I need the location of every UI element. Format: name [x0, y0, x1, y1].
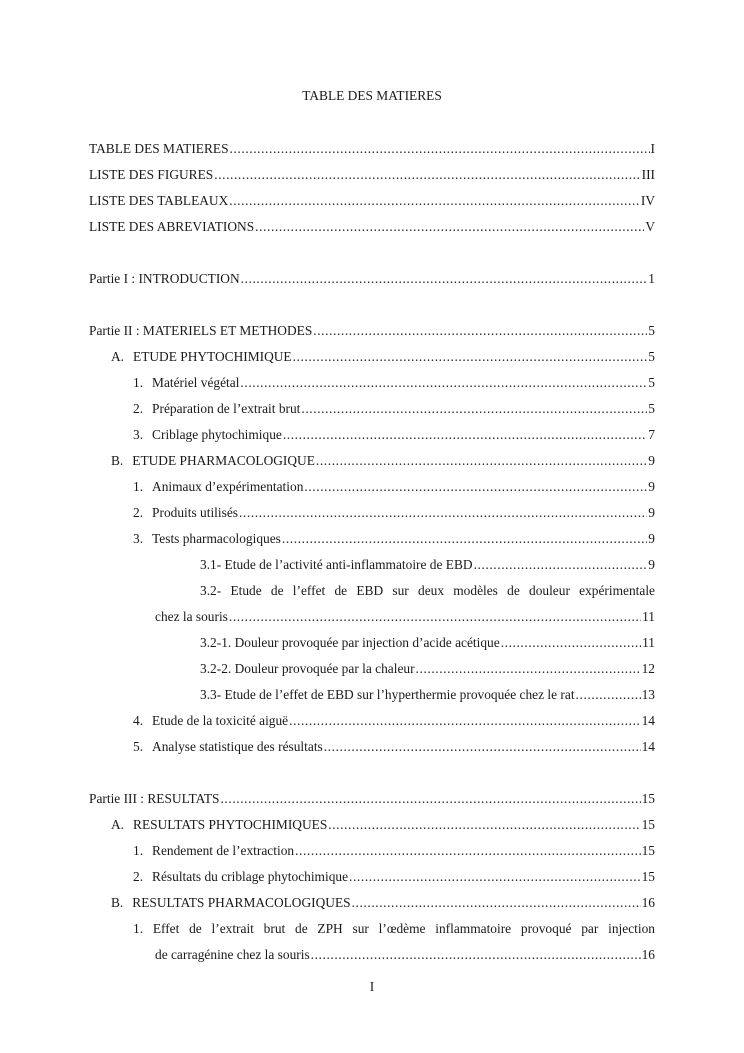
toc-entry[interactable] — [133, 504, 655, 522]
toc-entry[interactable] — [200, 634, 655, 652]
toc-entry-page: 1 — [648, 271, 655, 286]
toc-entry-page: III — [641, 167, 655, 182]
word: sur — [392, 583, 409, 598]
toc-entry-title: LISTE DES ABREVIATIONS — [89, 219, 255, 234]
toc-entry-page: 5 — [648, 375, 655, 390]
dot-leader — [301, 400, 647, 418]
toc-entry-page: 5 — [648, 349, 655, 364]
word: EBD — [356, 583, 384, 598]
page-title: TABLE DES MATIERES — [302, 88, 442, 103]
word: deux — [418, 583, 445, 598]
dot-leader — [295, 842, 641, 860]
toc-entry-title: de carragénine chez la souris — [155, 947, 310, 962]
dot-leader — [289, 712, 640, 730]
toc-entry-page: 15 — [641, 869, 655, 884]
dot-leader — [220, 790, 640, 808]
dot-leader — [239, 504, 647, 522]
toc-entry-number: B. — [111, 453, 124, 468]
toc-entry-title: ETUDE PHYTOCHIMIQUE — [133, 349, 292, 364]
toc-entry-title: TABLE DES MATIERES — [89, 141, 229, 156]
word: l’extrait — [211, 921, 254, 936]
toc-entry-page: 11 — [642, 609, 655, 624]
toc-entry-title: Produits utilisés — [152, 505, 238, 520]
toc-entry[interactable] — [200, 556, 655, 574]
word: de — [295, 921, 308, 936]
toc-entry[interactable] — [133, 530, 655, 548]
toc-entry[interactable] — [133, 426, 655, 444]
toc-entry-number: 2. — [133, 401, 144, 416]
dot-leader — [293, 348, 648, 366]
toc-entry-page: 9 — [648, 453, 655, 468]
word: brut — [263, 921, 286, 936]
toc-entry[interactable] — [89, 790, 655, 808]
dot-leader — [324, 738, 641, 756]
toc-entry-title: LISTE DES FIGURES — [89, 167, 214, 182]
dot-leader — [304, 478, 647, 496]
toc-entry-number: 2. — [133, 869, 144, 884]
toc-entry[interactable] — [111, 816, 655, 834]
toc-entry-title: RESULTATS PHARMACOLOGIQUES — [132, 895, 351, 910]
toc-entry-title: 3.3- Etude de l’effet de EBD sur l’hyperthermie provoquée chez le rat — [200, 687, 575, 702]
word: de — [507, 583, 520, 598]
toc-entry-title: Partie I : INTRODUCTION — [89, 271, 240, 286]
dot-leader — [316, 452, 647, 470]
dot-leader — [474, 556, 648, 574]
toc-entry[interactable] — [155, 946, 655, 964]
dot-leader — [229, 608, 641, 626]
dot-leader — [282, 530, 647, 548]
dot-leader — [283, 426, 647, 444]
dot-leader — [240, 374, 647, 392]
toc-entry[interactable] — [133, 738, 655, 756]
toc-entry[interactable] — [133, 374, 655, 392]
dot-leader — [230, 140, 650, 158]
toc-entry-justified-line[interactable] — [200, 582, 655, 600]
toc-entry-number: 5. — [133, 739, 144, 754]
toc-entry-page: 9 — [648, 479, 655, 494]
word: 3.2- — [200, 583, 222, 598]
dot-leader — [313, 322, 647, 340]
toc-entry-page: 15 — [641, 817, 655, 832]
toc-entry-number: 1. — [133, 375, 144, 390]
dot-leader — [214, 166, 640, 184]
word: de — [334, 583, 348, 598]
dot-leader — [576, 686, 641, 704]
toc-entry[interactable] — [200, 660, 655, 678]
dot-leader — [501, 634, 641, 652]
toc-entry-page: 7 — [648, 427, 655, 442]
dot-leader — [328, 816, 640, 834]
toc-entry-title: 3.2-1. Douleur provoquée par injection d’acide acétique — [200, 635, 500, 650]
toc-entry-page: IV — [640, 193, 655, 208]
word: modèles — [453, 583, 498, 598]
toc-entry[interactable] — [89, 140, 655, 158]
toc-entry-number: 1. — [133, 843, 144, 858]
toc-entry-title: chez la souris — [155, 609, 228, 624]
word: Etude — [230, 583, 262, 598]
toc-entry-page: 5 — [648, 323, 655, 338]
toc-entry-page: 9 — [648, 531, 655, 546]
word: injection — [608, 921, 655, 936]
toc-entry-title: Résultats du criblage phytochimique — [152, 869, 349, 884]
word: ZPH — [317, 921, 343, 936]
toc-entry[interactable] — [133, 842, 655, 860]
toc-entry-number: B. — [111, 895, 124, 910]
toc-entry-page: 14 — [641, 713, 655, 728]
toc-entry-page: 15 — [641, 843, 655, 858]
toc-entry-justified-line[interactable] — [133, 920, 655, 938]
toc-entry-title: 3.1- Etude de l’activité anti-inflammatoire de EBD — [200, 557, 473, 572]
word: l’effet — [292, 583, 326, 598]
toc-entry[interactable] — [89, 322, 655, 340]
word: de — [189, 921, 202, 936]
toc-entry[interactable] — [133, 478, 655, 496]
toc-entry[interactable] — [133, 400, 655, 418]
word: douleur — [529, 583, 570, 598]
toc-entry[interactable] — [89, 270, 655, 288]
toc-entry-number: A. — [111, 817, 125, 832]
toc-entry[interactable] — [89, 166, 655, 184]
toc-entry-title: Préparation de l’extrait brut — [152, 401, 301, 416]
toc-entry[interactable] — [133, 712, 655, 730]
toc-entry-title: LISTE DES TABLEAUX — [89, 193, 229, 208]
toc-entry-title: RESULTATS PHYTOCHIMIQUES — [133, 817, 328, 832]
toc-entry[interactable] — [133, 868, 655, 886]
toc-entry-page: 5 — [648, 401, 655, 416]
toc-entry-number: 1. — [133, 921, 144, 936]
toc-entry-title: Partie III : RESULTATS — [89, 791, 220, 806]
toc-entry[interactable] — [111, 452, 655, 470]
dot-leader — [349, 868, 641, 886]
word: inflammatoire — [435, 921, 512, 936]
toc-entry-title: Matériel végétal — [152, 375, 240, 390]
toc-entry-number: 3. — [133, 531, 144, 546]
toc-entry[interactable] — [111, 894, 655, 912]
toc-entry-title: Etude de la toxicité aiguë — [152, 713, 289, 728]
toc-entry-number: A. — [111, 349, 125, 364]
dot-leader — [241, 270, 648, 288]
word: de — [270, 583, 284, 598]
toc-entry-page: 13 — [641, 687, 655, 702]
toc-entry[interactable] — [111, 348, 655, 366]
toc-entry[interactable] — [155, 608, 655, 626]
toc-entry-title: Criblage phytochimique — [152, 427, 282, 442]
dot-leader — [255, 218, 644, 236]
toc-entry[interactable] — [89, 192, 655, 210]
word: sur — [352, 921, 369, 936]
toc-entry-title: Analyse statistique des résultats — [152, 739, 323, 754]
toc-entry-title: ETUDE PHARMACOLOGIQUE — [132, 453, 315, 468]
dot-leader — [352, 894, 641, 912]
toc-entry-number: 3. — [133, 427, 144, 442]
word: par — [581, 921, 599, 936]
dot-leader — [311, 946, 641, 964]
toc-entry-page: 14 — [641, 739, 655, 754]
toc-entry-page: V — [645, 219, 655, 234]
toc-entry-page: 16 — [641, 947, 655, 962]
word: provoqué — [520, 921, 572, 936]
word: l’œdème — [378, 921, 426, 936]
toc-entry-number: 1. — [133, 479, 144, 494]
toc-entry-number: 2. — [133, 505, 144, 520]
toc-entry-page: 9 — [648, 557, 655, 572]
word: Effet — [152, 921, 180, 936]
toc-entry-page: 9 — [648, 505, 655, 520]
toc-entry-page: 15 — [641, 791, 655, 806]
toc-entry-title: Rendement de l’extraction — [152, 843, 295, 858]
toc-entry-title: Partie II : MATERIELS ET METHODES — [89, 323, 313, 338]
toc-entry[interactable] — [200, 686, 655, 704]
toc-entry-page: I — [650, 141, 655, 156]
toc-entry-page: 11 — [642, 635, 655, 650]
toc-entry-number: 4. — [133, 713, 144, 728]
dot-leader — [416, 660, 641, 678]
toc-entry-title: 3.2-2. Douleur provoquée par la chaleur — [200, 661, 415, 676]
toc-entry-title: Animaux d’expérimentation — [152, 479, 304, 494]
toc-entry[interactable] — [89, 218, 655, 236]
toc-entry-page: 12 — [641, 661, 655, 676]
dot-leader — [229, 192, 640, 210]
word: expérimentale — [579, 583, 655, 598]
toc-entry-page: 16 — [641, 895, 655, 910]
page-number: I — [369, 979, 375, 994]
toc-entry-title: Tests pharmacologiques — [152, 531, 281, 546]
